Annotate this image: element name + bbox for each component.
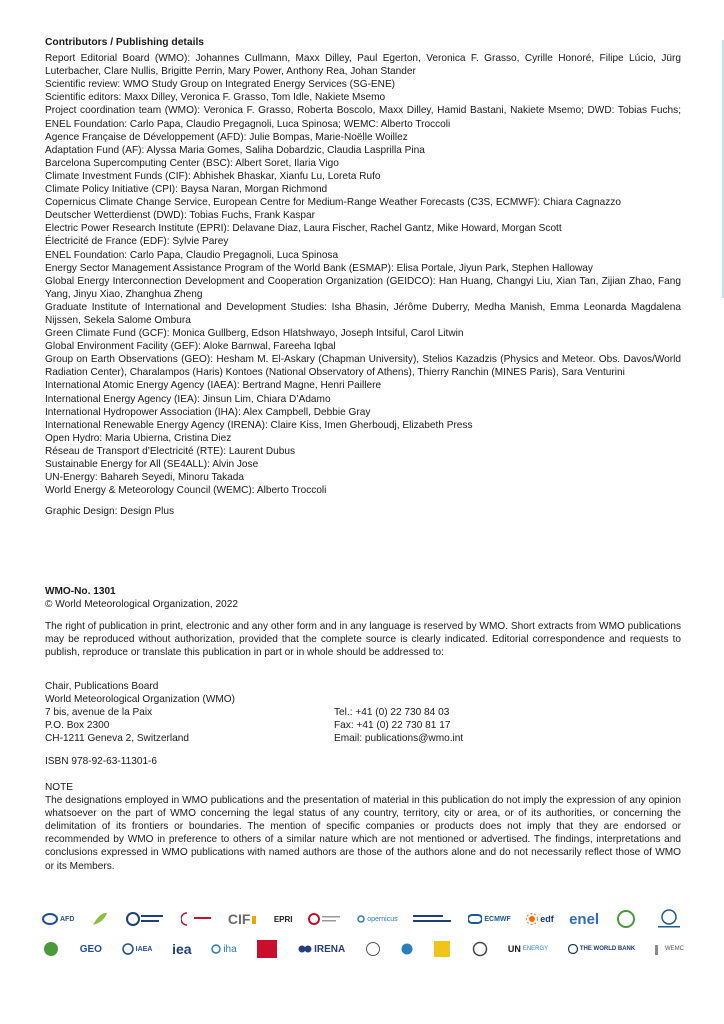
contributor-line: ENEL Foundation: Carlo Papa, Claudio Pregagnoli, Luca Spinosa <box>45 249 339 261</box>
contributor-line: Deutscher Wetterdienst (DWD): Tobias Fuchs, Frank Kaspar <box>45 210 316 222</box>
copernicus-logo: opernicus <box>357 908 397 930</box>
gcf-logo <box>42 938 60 960</box>
contributor-line: UN-Energy: Bahareh Seyedi, Minoru Takada <box>45 472 244 484</box>
contributor-line: Copernicus Climate Change Service, European Centre for Medium-Range Weather Forecasts (C3S, ECMWF): Chiara Cagnazzo <box>45 197 621 209</box>
contributor-line: Green Climate Fund (GCF): Monica Gullberg, Edson Hlatshwayo, Joseph Intsiful, Carol Litwin <box>45 328 464 340</box>
gcf-mark-icon <box>42 940 60 958</box>
cif-accent-icon <box>252 914 258 924</box>
rte-mark-icon <box>256 939 278 959</box>
contributors-heading: Contributors / Publishing details <box>45 37 205 48</box>
contributor-line: Barcelona Supercomputing Center (BSC): Albert Soret, Ilaria Vigo <box>45 157 339 169</box>
address-line: CH-1211 Geneva 2, Switzerland <box>45 733 190 745</box>
graduate-institute-logo <box>181 908 213 930</box>
note-section <box>45 781 681 873</box>
contributor-line: Global Environment Facility (GEF): Aloke Barnwal, Fareeha Iqbal <box>45 341 336 353</box>
enel-logo: enel <box>569 910 600 928</box>
partner-logos-row-2 <box>42 938 684 960</box>
wemc-logo: WEMC <box>655 938 684 960</box>
afd-mark-icon <box>42 913 58 925</box>
wmo-emblem-icon <box>472 941 488 957</box>
contributor-line: International Atomic Energy Agency (IAEA): Bertrand Magne, Henri Paillere <box>45 380 382 392</box>
publication-info <box>45 585 681 611</box>
dwd-logo <box>413 908 453 930</box>
publication-number: WMO-No. 1301 <box>45 586 116 597</box>
contributor-line: International Energy Agency (IEA): Jinsun Lim, Chiara D’Adamo <box>45 393 331 405</box>
contributor-line: Global Energy Interconnection Development and Cooperation Organization (GEIDCO): Han Huang, Changyi Liu, Xian Tan, Zijian Zhao, Fang Yang, Jinyu Xiao, Zhanghua Zheng <box>45 275 681 300</box>
address-block <box>45 680 681 745</box>
address-line: 7 bis, avenue de la Paix <box>45 707 153 719</box>
copyright-line: © World Meteorological Organization, 2022 <box>45 599 238 611</box>
un-energy-logo: UN ENERGY <box>507 944 549 954</box>
contributor-line: Agence Française de Développement (AFD): Julie Bompas, Marie-Noëlle Woillez <box>45 131 408 143</box>
contributor-line: Energy Sector Management Assistance Program of the World Bank (ESMAP): Elisa Portale, Jiyun Park, Stephen Halloway <box>45 262 593 274</box>
cif-logo: CIF <box>228 908 259 930</box>
contributor-line: Electric Power Research Institute (EPRI): Delavane Diaz, Laura Fischer, Rachel Gantz, Mike Howard, Morgan Scott <box>45 223 562 235</box>
irena-mark-icon <box>298 944 312 954</box>
edf-sun-icon <box>526 913 538 925</box>
wemc-mark-icon <box>655 943 663 955</box>
ecmwf-mark-icon <box>468 914 482 924</box>
open-hydro-mark-icon <box>365 941 381 957</box>
open-hydro-logo <box>365 938 381 960</box>
address-line: World Meteorological Organization (WMO) <box>45 694 235 706</box>
iaea-logo: IAEA <box>122 938 153 960</box>
contributor-line: Graduate Institute of International and Development Studies: Isha Bhasin, Jérôme Duberry, Medha Manish, Emma Leonarda Magdalena Nijssen, Sekela Salome Ombura <box>45 301 681 326</box>
bsc-logo <box>125 908 165 930</box>
dwd-mark-icon <box>413 912 453 926</box>
afd-logo: AFD <box>42 908 74 930</box>
contributor-line: Project coordination team (WMO): Veronica F. Grasso, Roberta Boscolo, Maxx Dilley, Hamid Bastani, Nakiete Msemo; DWD: Tobias Fuchs; ENEL Foundation: Carlo Papa, Claudio Pregagnoli, Luca Spinosa; WEMC: Alberto Troccoli <box>45 105 681 130</box>
wmo-logo <box>472 938 488 960</box>
ecmwf-logo: ECMWF <box>468 908 510 930</box>
world-bank-globe-icon <box>568 944 578 954</box>
contributor-line: International Hydropower Association (IHA): Alex Campbell, Debbie Gray <box>45 406 371 418</box>
graphic-design-credit: Graphic Design: Design Plus <box>45 506 175 518</box>
isbn: ISBN 978-92-63-11301-6 <box>45 756 158 767</box>
cpi-mark-icon <box>308 911 342 927</box>
rte-logo <box>256 938 278 960</box>
email-address[interactable]: Email: publications@wmo.int <box>334 733 464 745</box>
phone-number: Tel.: +41 (0) 22 730 84 03 <box>334 707 450 718</box>
contributor-line: Group on Earth Observations (GEO): Hesham M. El-Askary (Chapman University), Stelios Kazadzis (Physics and Meteor. Obs. Davos/World Radiation Center), Charalampos (Haris) Kontoes (National Observatory of Athens), Thierry Ranchin (MINES Paris), Sara Venturini <box>45 354 681 379</box>
contributor-line: Scientific review: WMO Study Group on Integrated Energy Services (SG-ENE) <box>45 79 396 91</box>
address-line: P.O. Box 2300 <box>45 720 110 732</box>
contributor-line: Adaptation Fund (AF): Alyssa Maria Gomes, Saliha Dobardzic, Claudia Lasprilla Pina <box>45 144 425 156</box>
seal-icon <box>432 939 452 959</box>
bsc-mark-icon <box>125 911 165 927</box>
gef-globe-icon <box>614 908 638 930</box>
climate-policy-logo <box>308 908 342 930</box>
iha-wave-icon <box>211 944 221 954</box>
un-university-logo <box>432 938 452 960</box>
contributor-line: Électricité de France (EDF): Sylvie Parey <box>45 236 229 248</box>
world-bank-logo: THE WORLD BANK <box>568 938 635 960</box>
contributor-line: International Renewable Energy Agency (IRENA): Claire Kiss, Imen Gherboudj, Elizabeth Press <box>45 419 473 431</box>
gef-logo <box>614 908 638 930</box>
contact-column <box>334 706 463 745</box>
iaea-atom-icon <box>122 943 134 955</box>
partner-logos-row-1 <box>42 908 684 930</box>
note-title: NOTE <box>45 782 74 793</box>
geidco-globe-icon <box>654 908 684 930</box>
leaf-icon <box>90 910 110 928</box>
contributor-line: Climate Policy Initiative (CPI): Baysa Naran, Morgan Richmond <box>45 184 328 196</box>
edf-logo: edf <box>526 908 554 930</box>
copernicus-mark-icon <box>357 915 365 923</box>
epri-logo: EPRI <box>273 914 293 924</box>
se4all-mark-icon <box>401 943 413 955</box>
contributor-line: Open Hydro: Maria Ubierna, Cristina Diez <box>45 432 232 444</box>
contributor-line: Climate Investment Funds (CIF): Abhishek Bhaskar, Xianfu Lu, Loreta Rufo <box>45 170 381 182</box>
address-line: Chair, Publications Board <box>45 681 159 692</box>
contributor-line: Scientific editors: Maxx Dilley, Veronica F. Grasso, Tom Idle, Nakiete Msemo <box>45 92 386 104</box>
contributor-line: Réseau de Transport d’Electricité (RTE): Laurent Dubus <box>45 445 296 457</box>
contributor-line: Sustainable Energy for All (SE4ALL): Alvin Jose <box>45 459 259 470</box>
iea-logo: iea <box>172 941 192 957</box>
se4all-logo <box>401 938 413 960</box>
iha-logo: iha <box>211 938 236 960</box>
fax-number: Fax: +41 (0) 22 730 81 17 <box>334 720 451 732</box>
note-text: The designations employed in WMO publications and the presentation of material in this publication do not imply the expression of any opinion whatsoever on the part of WMO concerning the legal status of any country, territory, city or area, or of its authorities, or concerning the delimitation of its frontiers or boundaries. The mention of specific companies or products does not imply that they are endorsed or recommended by WMO in preference to others of a similar nature which are not mentioned or advertised. The findings, interpretations and conclusions expressed in WMO publications with named authors are those of the authors alone and do not necessarily reflect those of WMO or its Members. <box>45 795 681 872</box>
contributor-line: World Energy & Meteorology Council (WEMC): Alberto Troccoli <box>45 485 327 497</box>
adaptation-fund-logo <box>90 908 110 930</box>
contributors-section <box>45 36 681 518</box>
contributor-line: Report Editorial Board (WMO): Johannes Cullmann, Maxx Dilley, Paul Egerton, Veronica F. Grasso, Cyrille Honoré, Filipe Lúcio, Jürg Luterbacher, Clare Nullis, Brigitte Perrin, Mary Power, Anthony Rea, Johan Stander <box>45 53 681 78</box>
irena-logo: IRENA <box>298 938 345 960</box>
geidco-logo <box>654 908 684 930</box>
gi-mark-icon <box>181 911 213 927</box>
contributors-list <box>45 52 681 497</box>
rights-paragraph: The right of publication in print, electronic and any other form and in any language is reserved by WMO. Short extracts from WMO publications may be reproduced without authorization, provided that the complete source is clearly indicated. Editorial correspondence and requests to publish, reproduce or translate this publication in part or in whole should be addressed to: <box>45 621 681 659</box>
geo-logo: GEO <box>79 943 102 955</box>
